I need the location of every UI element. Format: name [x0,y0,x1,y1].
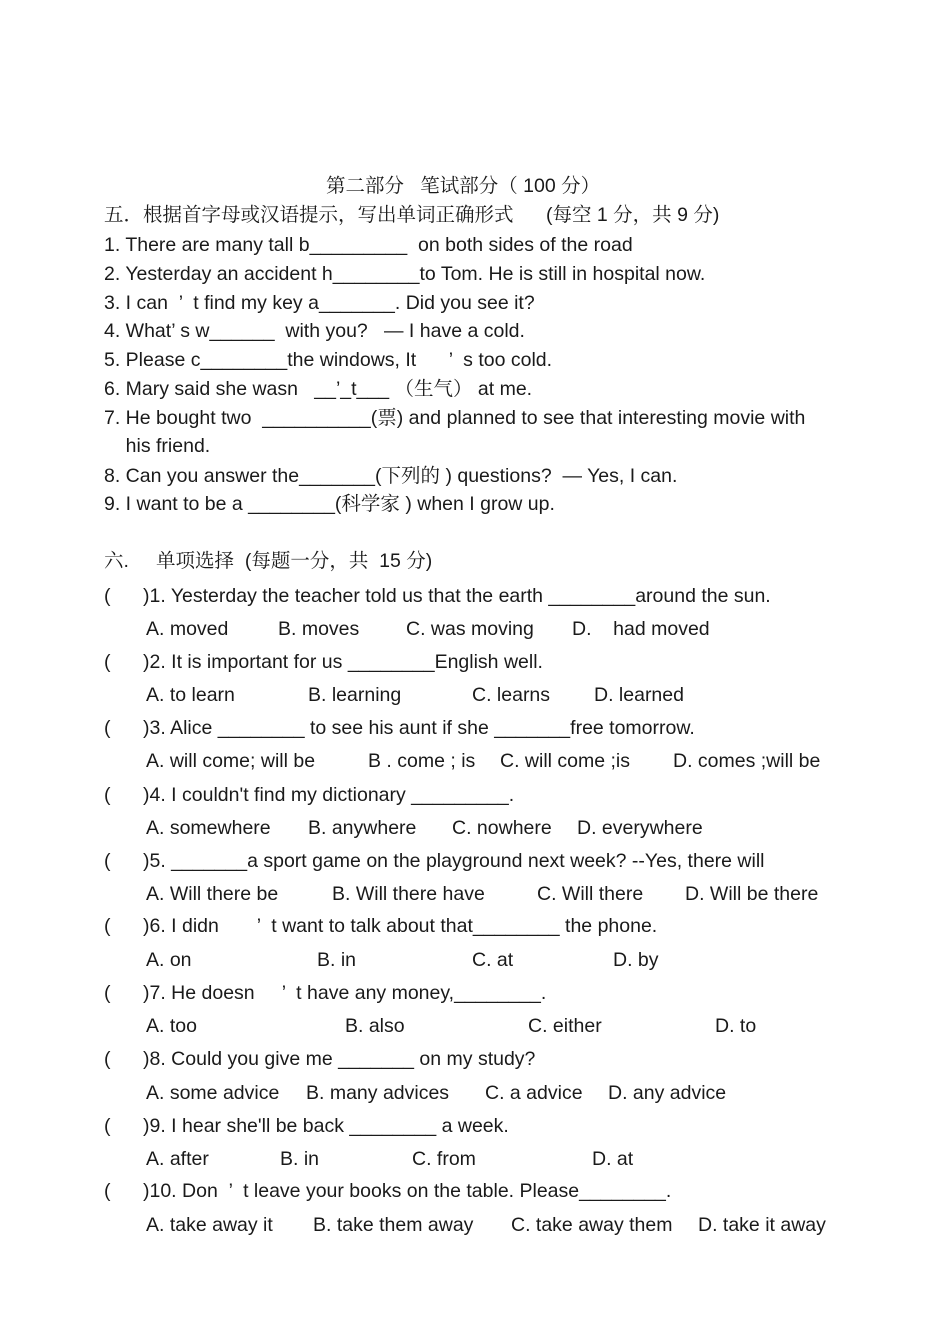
question-9-option-a: A. after [146,1148,209,1170]
question-1-stem: ( )1. Yesterday the teacher told us that the earth ________around the sun. [104,585,771,607]
question-2-option-d: D. learned [594,684,684,706]
question-8-option-b: B. many advices [306,1082,450,1104]
question-7-option-b: B. also [345,1015,405,1037]
question-1-option-b: B. moves [278,618,360,640]
question-7-option-a: A. too [146,1015,197,1037]
question-3-option-d: D. comes ;will be [673,750,821,772]
question-4-option-d: D. everywhere [577,817,703,839]
question-1-option-a: A. moved [146,618,229,640]
section-5-heading: 五．根据首字母或汉语提示，写出单词正确形式 (每空 1 分，共 9 分) [104,204,720,226]
fill-item-1: 1. There are many tall b_________ on both sides of the road [104,234,633,256]
fill-item-8: 8. Can you answer the_______(下列的 ) questions? — Yes, I can. [104,465,678,487]
question-2-option-c: C. learns [472,684,551,706]
question-9-stem: ( )9. I hear she'll be back ________ a week. [104,1115,509,1137]
question-4-option-b: B. anywhere [308,817,417,839]
question-5-option-c: C. Will there [537,883,644,905]
question-7-option-c: C. either [528,1015,602,1037]
fill-item-7: 7. He bought two __________(票) and planned to see that interesting movie with [104,407,806,429]
question-8-option-a: A. some advice [146,1082,280,1104]
question-5-stem: ( )5. _______a sport game on the playground next week? --Yes, there will [104,850,765,872]
question-3-option-b: B . come ; is [368,750,476,772]
question-5-option-d: D. Will be there [685,883,819,905]
fill-item-9: 9. I want to be a ________(科学家 ) when I grow up. [104,493,555,515]
question-1-option-c: C. was moving [406,618,534,640]
question-5-option-b: B. Will there have [332,883,485,905]
question-6-option-a: A. on [146,949,192,971]
fill-item-4: 4. What’ s w______ with you? — I have a cold. [104,320,525,342]
question-8-option-d: D. any advice [608,1082,727,1104]
question-3-option-a: A. will come; will be [146,750,316,772]
question-6-option-b: B. in [317,949,357,971]
fill-item-3: 3. I can ’ t find my key a_______. Did you see it? [104,292,535,314]
question-6-option-d: D. by [613,949,659,971]
question-9-option-b: B. in [280,1148,320,1170]
fill-item-6: 6. Mary said she wasn __’_t___ （生气） at me. [104,378,533,400]
question-8-stem: ( )8. Could you give me _______ on my study? [104,1048,536,1070]
question-5-option-a: A. Will there be [146,883,279,905]
question-9-option-d: D. at [592,1148,634,1170]
question-2-option-a: A. to learn [146,684,235,706]
question-10-option-d: D. take it away [698,1214,826,1236]
question-3-stem: ( )3. Alice ________ to see his aunt if she _______free tomorrow. [104,717,695,739]
fill-item-2: 2. Yesterday an accident h________to Tom. He is still in hospital now. [104,263,706,285]
question-2-option-b: B. learning [308,684,402,706]
section-6-heading: 六. 单项选择 (每题一分，共 15 分) [104,550,433,572]
question-10-option-c: C. take away them [511,1214,673,1236]
question-2-stem: ( )2. It is important for us ________English well. [104,651,543,673]
question-8-option-c: C. a advice [485,1082,583,1104]
question-3-option-c: C. will come ;is [500,750,631,772]
fill-item-5: 5. Please c________the windows, It ’ s too cold. [104,349,553,371]
page-title: 第二部分 笔试部分（ 100 分） [326,175,601,197]
question-6-option-c: C. at [472,949,514,971]
question-1-option-d: D. had moved [572,618,710,640]
question-4-stem: ( )4. I couldn't find my dictionary _________. [104,784,515,806]
question-7-stem: ( )7. He doesn ’ t have any money,________. [104,982,547,1004]
question-10-option-b: B. take them away [313,1214,474,1236]
question-4-option-a: A. somewhere [146,817,271,839]
question-10-option-a: A. take away it [146,1214,273,1236]
question-7-option-d: D. to [715,1015,757,1037]
question-10-stem: ( )10. Don ’ t leave your books on the table. Please________. [104,1180,672,1202]
question-9-option-c: C. from [412,1148,476,1170]
question-6-stem: ( )6. I didn ’ t want to talk about that________ the phone. [104,915,658,937]
question-4-option-c: C. nowhere [452,817,552,839]
fill-item-7-cont: his friend. [104,435,211,457]
